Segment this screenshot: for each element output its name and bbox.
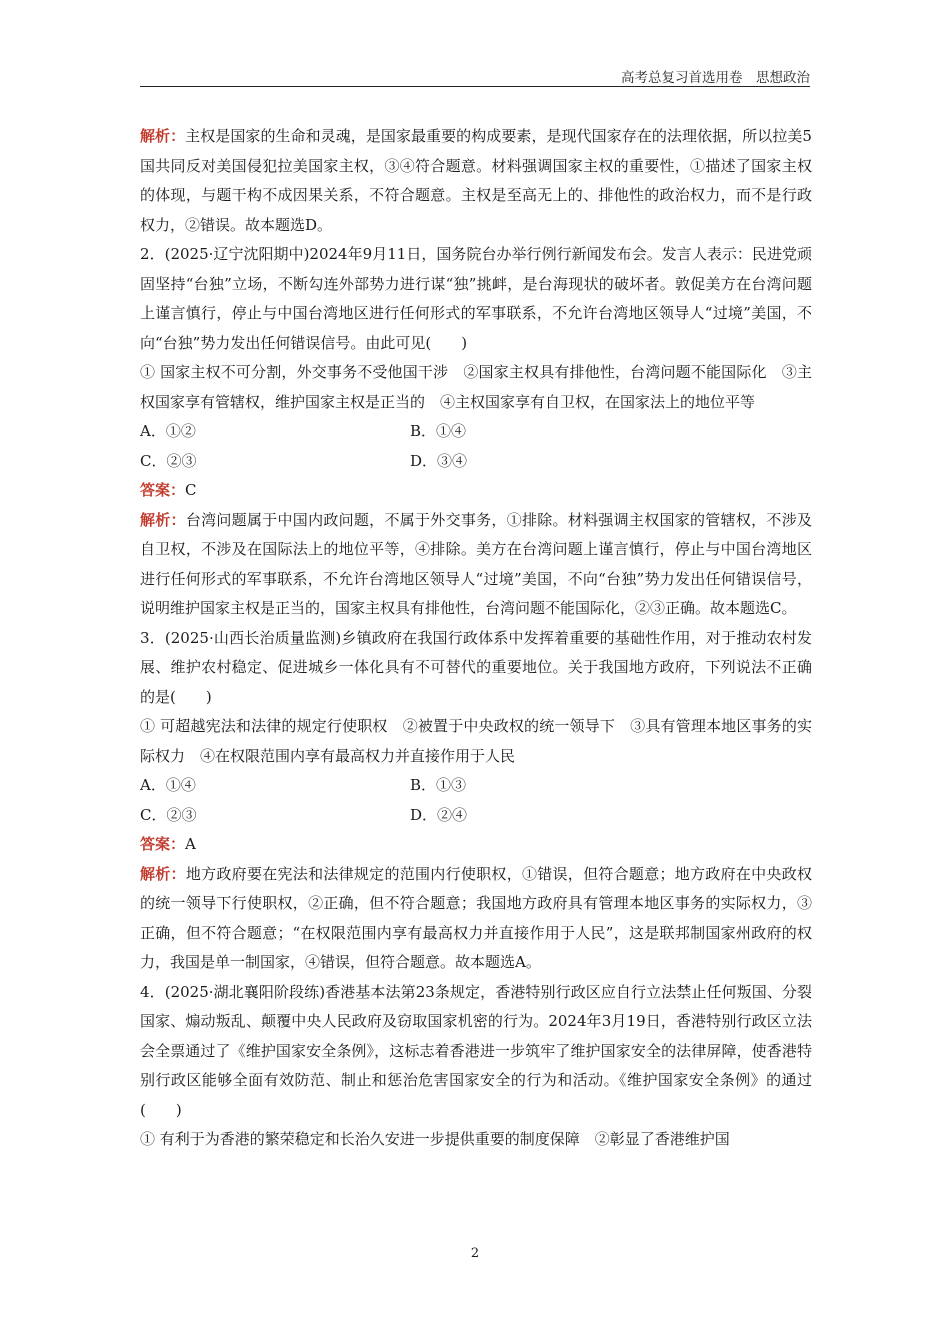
q1-analysis: 解析：主权是国家的生命和灵魂，是国家最重要的构成要素，是现代国家存在的法理依据，所以拉美5国共同反对美国侵犯拉美国家主权，③④符合题意。材料强调国家主权的重要性，①描述了国家主权的体现，与题干构不成因果关系，不符合题意。主权是至高无上的、排他性的政治权力，而不是行政权力，②错误。故本题选D。 (140, 127, 812, 234)
answer-label: 答案： (140, 835, 186, 853)
q3-options-row2 (140, 801, 812, 831)
option-d: D．②④ (410, 805, 468, 824)
q3-analysis: 解析：地方政府要在宪法和法律规定的范围内行使职权，①错误，但符合题意；地方政府在中央政权的统一领导下行使职权，②正确，但不符合题意；我国地方政府具有管理本地区事务的实际权力，③正确，但不符合题意；“在权限范围内享有最高权力并直接作用于人民”，这是联邦制国家州政府的权力，我国是单一制国家，④错误，但符合题意。故本题选A。 (140, 864, 812, 971)
q3-answer: 答案：A (140, 835, 196, 853)
option-a: A．①④ (140, 776, 196, 794)
q2-analysis: 解析：台湾问题属于中国内政问题，不属于外交事务，①排除。材料强调主权国家的管辖权，不涉及自卫权，不涉及在国际法上的地位平等，④排除。美方在台湾问题上谨言慎行，停止与中国台湾地区进行任何形式的军事联系，不允许台湾地区领导人“过境”美国，不向“台独”势力发出任何错误信号，说明维护国家主权是正当的，国家主权具有排他性，台湾问题不能国际化，②③正确。故本题选C。 (140, 510, 812, 617)
q2-answer: 答案：C (140, 481, 197, 499)
option-b: B．①④ (410, 422, 467, 440)
q3-statements: ① 可超越宪法和法律的规定行使职权 ②被置于中央政权的统一领导下 ③具有管理本地区事务的实际权力 ④在权限范围内享有最高权力并直接作用于人民 (140, 717, 812, 765)
analysis-label: 解析： (140, 510, 186, 529)
page-header: 高考总复习首选用卷 思想政治 (621, 70, 810, 86)
q2-options-row2 (140, 447, 812, 477)
q3-options-row1 (140, 771, 812, 801)
analysis-label: 解析： (140, 864, 186, 883)
page-number: 2 (470, 1246, 480, 1261)
option-a: A．①② (140, 422, 196, 440)
q3-stem: 3．(2025·山西长治质量监测)乡镇政府在我国行政体系中发挥着重要的基础性作用，对于推动农村发展、维护农村稳定、促进城乡一体化具有不可替代的重要地位。关于我国地方政府，下列说法不正确的是( ) (140, 628, 812, 706)
analysis-label: 解析： (140, 127, 186, 145)
q2-stem: 2．(2025·辽宁沈阳期中)2024年9月11日，国务院台办举行例行新闻发布会。发言人表示：民进党顽固坚持“台独”立场，不断勾连外部势力进行谋“独”挑衅，是台海现状的破坏者。敦促美方在台湾问题上谨言慎行，停止与中国台湾地区进行任何形式的军事联系，不允许台湾地区领导人“过境”美国，不向“台独”势力发出任何错误信号。由此可见( ) (140, 245, 812, 352)
header-rule (140, 86, 810, 87)
q2-options-row1 (140, 417, 812, 447)
option-b: B．①③ (410, 776, 467, 794)
q4-statements: ① 有利于为香港的繁荣稳定和长治久安进一步提供重要的制度保障 ②彰显了香港维护国 (140, 1130, 730, 1148)
option-d: D．③④ (410, 451, 468, 470)
q2-statements: ① 国家主权不可分割，外交事务不受他国干涉 ②国家主权具有排他性，台湾问题不能国际化 ③主权国家享有管辖权，维护国家主权是正当的 ④主权国家享有自卫权，在国家法上的地位平等 (140, 363, 812, 411)
answer-label: 答案： (140, 481, 186, 499)
option-c: C．②③ (140, 805, 197, 824)
page-content (140, 122, 812, 1155)
option-c: C．②③ (140, 451, 197, 470)
q4-stem: 4．(2025·湖北襄阳阶段练)香港基本法第23条规定，香港特别行政区应自行立法禁止任何叛国、分裂国家、煽动叛乱、颠覆中央人民政府及窃取国家机密的行为。2024年3月19日，香港特别行政区立法会全票通过了《维护国家安全条例》，这标志着香港进一步筑牢了维护国家安全的法律屏障，使香港特别行政区能够全面有效防范、制止和惩治危害国家安全的行为和活动。《维护国家安全条例》的通过( ) (140, 982, 812, 1119)
